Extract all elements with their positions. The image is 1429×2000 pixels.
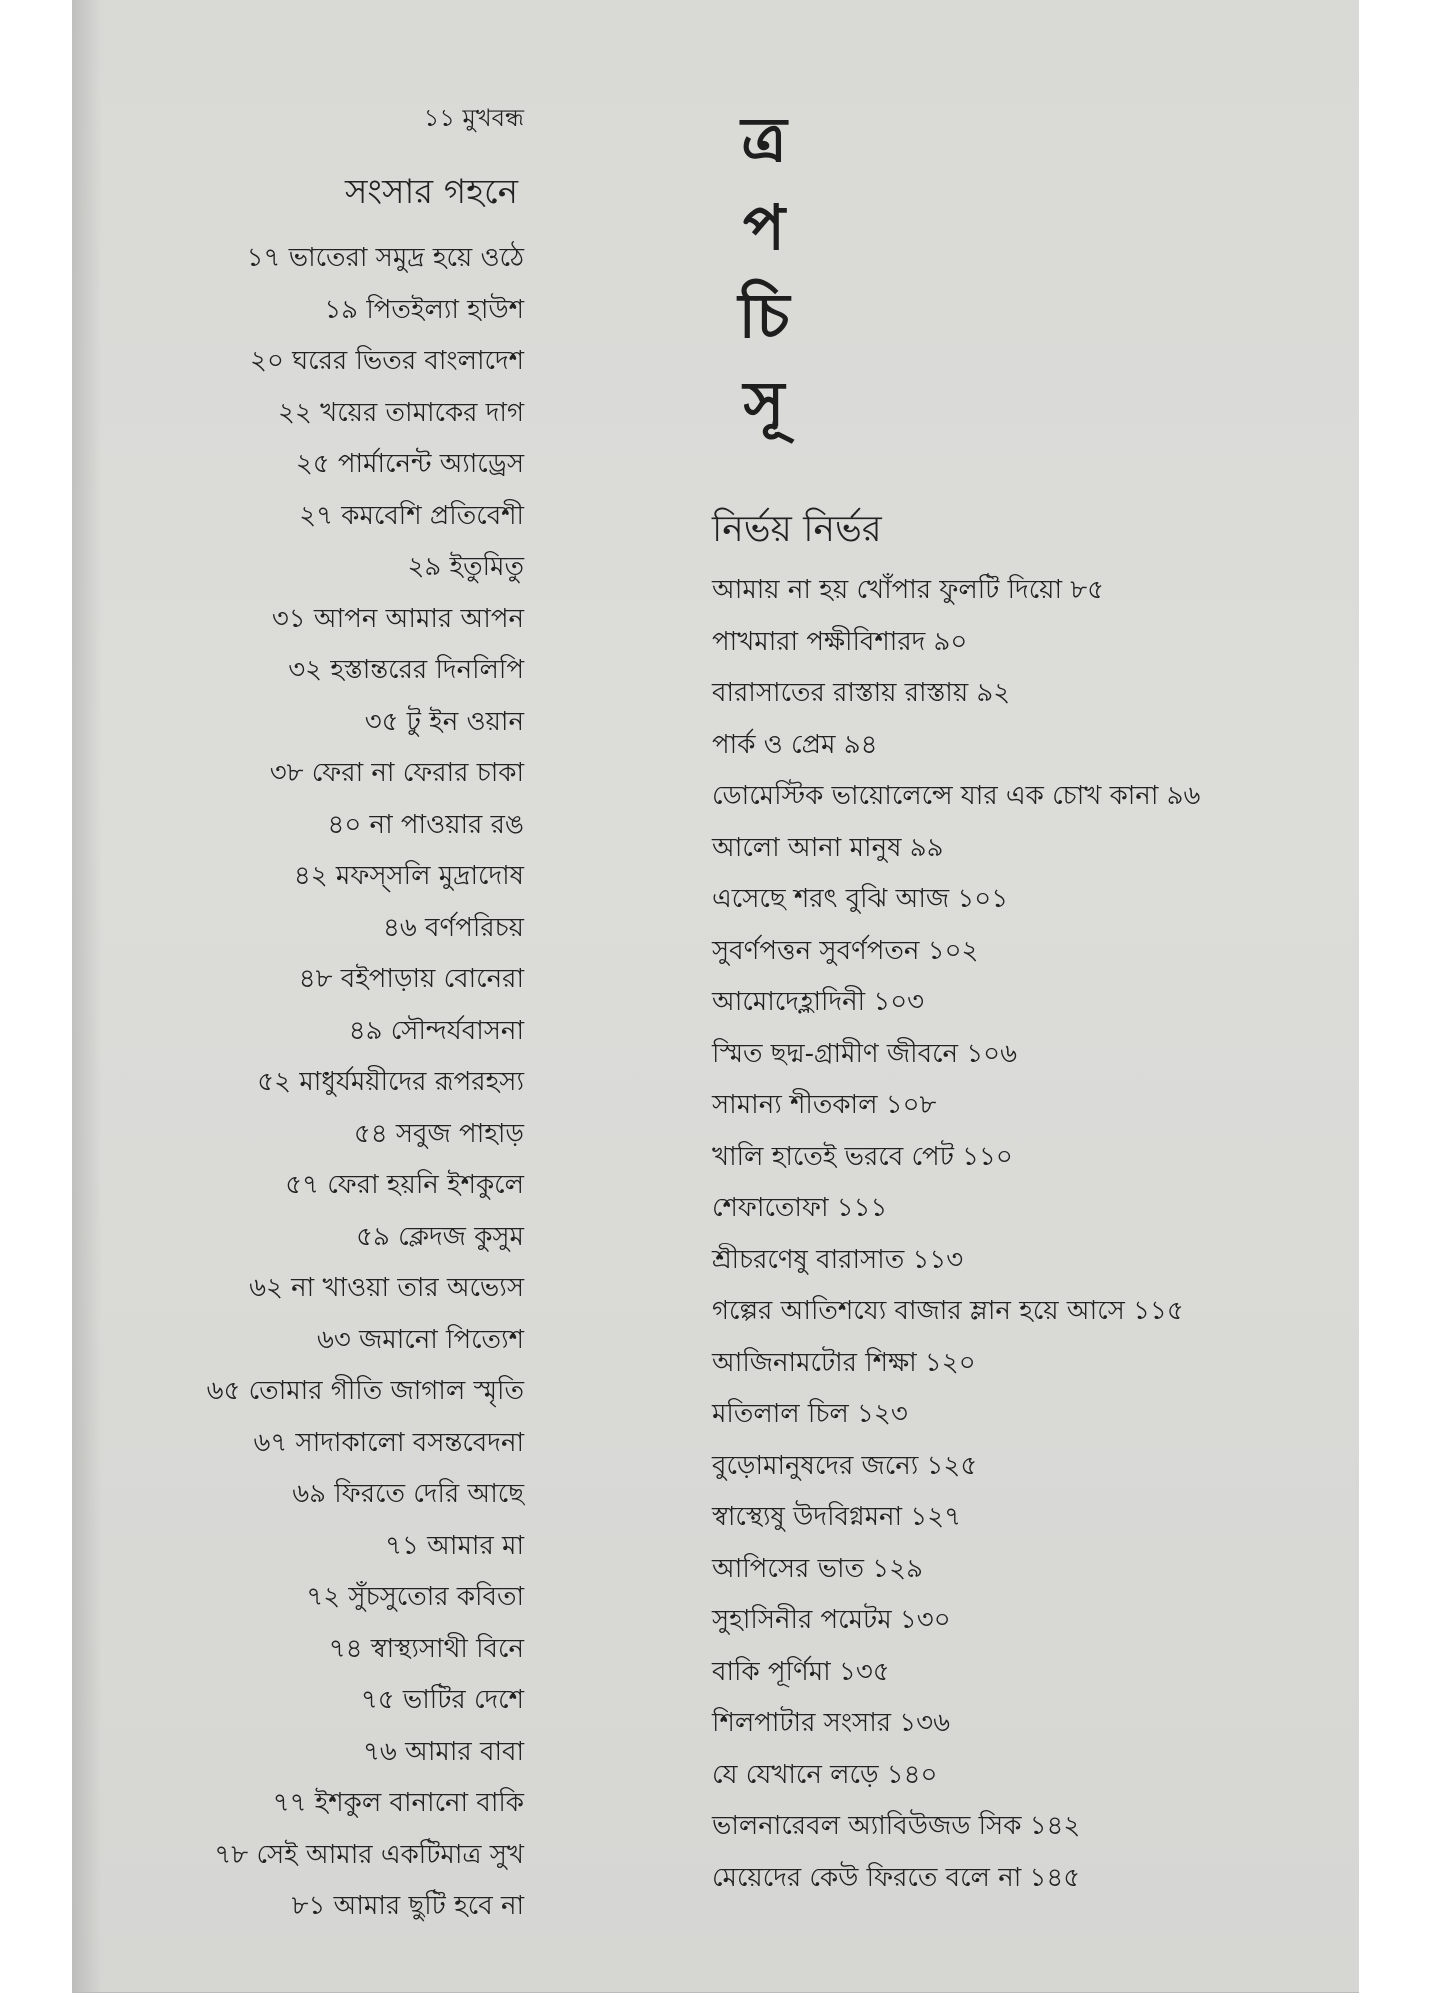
toc-entry: ৪৬ বর্ণপরিচয়	[383, 912, 524, 943]
toc-entry: ৩৫ টু ইন ওয়ান	[364, 706, 524, 737]
left-section-heading: সংসার গহনে	[344, 172, 518, 212]
toc-entry: ৫৪ সবুজ পাহাড়	[353, 1118, 524, 1149]
toc-entry: ৬৩ জমানো পিত্যেশ	[316, 1324, 524, 1355]
toc-entry: সামান্য শীতকাল ১০৮	[712, 1090, 937, 1120]
toc-entry: ৪২ মফস্‌সলি মুদ্রাদোষ	[293, 861, 524, 891]
toc-entry: আমোদেহ্লাদিনী ১০৩	[712, 987, 925, 1017]
toc-entry: সুহাসিনীর পমেটম ১৩০	[712, 1605, 951, 1635]
toc-entry: ৫৭ ফেরা হয়নি ইশকুলে	[285, 1170, 524, 1200]
toc-entry: পার্ক ও প্রেম ৯৪	[712, 729, 878, 760]
toc-entry: গল্পের আতিশয্যে বাজার ম্লান হয়ে আসে ১১৫	[712, 1296, 1184, 1326]
toc-entry: আলো আনা মানুষ ৯৯	[712, 832, 944, 863]
title-char: প	[742, 191, 786, 264]
toc-entry: ২৫ পার্মানেন্ট অ্যাড্রেস	[295, 449, 524, 479]
toc-entry: ২০ ঘরের ভিতর বাংলাদেশ	[250, 346, 524, 376]
right-margin	[1359, 0, 1429, 2000]
toc-entry: ১৯ পিতইল্যা হাউশ	[324, 294, 524, 325]
toc-entry: ৩১ আপন আমার আপন	[271, 603, 524, 634]
toc-entry: মেয়েদের কেউ ফিরতে বলে না ১৪৫	[712, 1862, 1081, 1893]
toc-entry: ৬৭ সাদাকালো বসন্তবেদনা	[253, 1427, 524, 1458]
toc-entry: মতিলাল চিল ১২৩	[712, 1399, 908, 1429]
toc-entry: ৭৭ ইশকুল বানানো বাকি	[272, 1788, 524, 1818]
toc-entry: ৬২ না খাওয়া তার অভ্যেস	[249, 1273, 524, 1303]
right-column	[712, 503, 1352, 1904]
toc-entry: ২২ খয়ের তামাকের দাগ	[278, 397, 524, 428]
toc-entry: ৩২ হস্তান্তরের দিনলিপি	[288, 655, 524, 685]
toc-entry: ৬৯ ফিরতে দেরি আছে	[292, 1479, 524, 1509]
toc-entry: শিলপাটার সংসার ১৩৬	[712, 1708, 950, 1738]
right-section-heading: নির্ভয় নির্ভর	[712, 509, 882, 550]
toc-entry: ২৯ ইতুমিতু	[407, 552, 524, 582]
toc-entry: ২৭ কমবেশি প্রতিবেশী	[299, 500, 524, 531]
foreword-entry: ১১ মুখবন্ধ	[423, 104, 524, 132]
toc-entry: খালি হাতেই ভরবে পেট ১১০	[712, 1141, 1013, 1172]
toc-entry: ৮১ আমার ছুটি হবে না	[291, 1891, 524, 1921]
toc-entry: ১৭ ভাতেরা সমুদ্র হয়ে ওঠে	[246, 243, 524, 273]
title-char: চি	[738, 279, 790, 352]
toc-entry: ৭৫ ভাটির দেশে	[360, 1685, 524, 1715]
toc-entry: সুবর্ণপত্তন সুবর্ণপতন ১০২	[712, 935, 979, 966]
toc-entry: ৫২ মাধুর্যময়ীদের রূপরহস্য	[257, 1067, 524, 1097]
toc-entry: যে যেখানে লড়ে ১৪০	[712, 1759, 938, 1790]
left-column	[24, 100, 524, 1933]
toc-entry: ৭২ সুঁচসুতোর কবিতা	[306, 1582, 524, 1612]
toc-entry: পাখমারা পক্ষীবিশারদ ৯০	[712, 626, 968, 657]
toc-entry: স্বাস্থ্যেষু উদবিগ্নমনা ১২৭	[712, 1502, 962, 1532]
toc-entry: শেফাতোফা ১১১	[712, 1193, 888, 1223]
toc-entry: ৫৯ ক্লেদজ কুসুম	[356, 1221, 524, 1252]
toc-entry: শ্রীচরণেষু বারাসাত ১১৩	[712, 1244, 964, 1275]
book-page	[72, 0, 1359, 1993]
toc-entry: বারাসাতের রাস্তায় রাস্তায় ৯২	[712, 678, 1011, 708]
toc-entry: ৬৫ তোমার গীতি জাগাল স্মৃতি	[206, 1376, 524, 1406]
toc-entry: আজিনামটোর শিক্ষা ১২০	[712, 1347, 976, 1378]
toc-entry: ভালনারেবল অ্যাবিউজড সিক ১৪২	[712, 1811, 1081, 1841]
toc-entry: ৪৮ বইপাড়ায় বোনেরা	[298, 964, 524, 994]
toc-entry: ৭৪ স্বাস্থ্যসাথী বিনে	[328, 1633, 524, 1664]
toc-entry: ৭১ আমার মা	[385, 1530, 524, 1561]
toc-entry: ৪০ না পাওয়ার রঙ	[327, 809, 524, 840]
toc-entry: আপিসের ভাত ১২৯	[712, 1553, 923, 1584]
toc-entry: ৪৯ সৌন্দর্যবাসনা	[348, 1015, 524, 1046]
toc-entry: স্মিত ছদ্ম-গ্রামীণ জীবনে ১০৬	[712, 1038, 1017, 1069]
toc-entry: ৭৬ আমার বাবা	[363, 1736, 524, 1767]
page-title	[724, 96, 804, 448]
title-char: সূ	[743, 367, 785, 440]
toc-entry: ৭৮ সেই আমার একটিমাত্র সুখ	[214, 1839, 524, 1870]
toc-entry: বুড়োমানুষদের জন্যে ১২৫	[712, 1450, 978, 1481]
toc-entry: বাকি পূর্ণিমা ১৩৫	[712, 1656, 890, 1687]
toc-entry: এসেছে শরৎ বুঝি আজ ১০১	[712, 884, 1009, 914]
right-entry-list	[712, 565, 1352, 1904]
left-entry-list	[24, 233, 524, 1933]
title-char: ত্র	[741, 103, 787, 176]
toc-entry: আমায় না হয় খোঁপার ফুলটি দিয়ো ৮৫	[712, 575, 1105, 605]
toc-entry: ডোমেস্টিক ভায়োলেন্সে যার এক চোখ কানা ৯৬	[712, 781, 1201, 811]
toc-entry: ৩৮ ফেরা না ফেরার চাকা	[269, 758, 524, 788]
